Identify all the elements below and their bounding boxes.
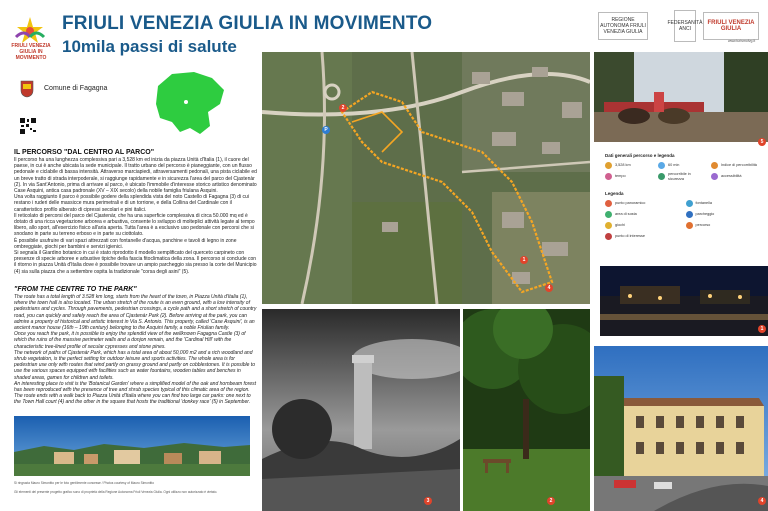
map-marker-2[interactable]: 2 [339, 104, 347, 112]
park-badge-2: 2 [547, 497, 555, 505]
section-body-en [14, 294, 258, 406]
map-marker-parking[interactable]: P [322, 126, 330, 134]
fountain-icon [686, 200, 693, 207]
legend-title: Legenda [605, 191, 624, 196]
general-item: 60 min [658, 162, 707, 169]
legend-item: parcheggio [686, 211, 761, 218]
legend-general-title: Dati generali percorso e legenda [605, 153, 675, 158]
legend-item: punto di interesse [605, 233, 680, 240]
panorama-icon [605, 200, 612, 207]
section-title-it: IL PERCORSO "DAL CENTRO AL PARCO" [14, 149, 155, 156]
castle-badge-3: 3 [424, 497, 432, 505]
photo-credit: Si ringrazia Mauro Simonitto per le foto gentilmente concesse / Photos courtesy of Mauro Simonitto [14, 481, 154, 485]
general-item: Indice di percorribilità [711, 162, 760, 169]
general-data-grid [605, 162, 760, 181]
general-item: tempo [605, 172, 654, 181]
safety-icon [658, 173, 665, 180]
aerial-route-map[interactable] [262, 52, 590, 304]
paragraph-it-4: È possibile usufruire di vari spazi attrezzati con fontanelle d'acqua, panchine e tavoli di legno in zone ombreggiate, giochi per bambini e servizi igienici. [14, 237, 237, 250]
donkey-badge-5: 5 [758, 138, 766, 146]
logo-text: FRIULI VENEZIA GIULIA IN MOVIMENTO [11, 43, 51, 61]
town-hall-photo [594, 346, 768, 511]
accessibility-icon [711, 173, 718, 180]
legend-item: area di sosta [605, 211, 680, 218]
legend-panel [605, 153, 760, 240]
legend-grid [605, 200, 760, 240]
map-marker-1[interactable]: 1 [520, 256, 528, 264]
general-item: 3,528 km [605, 162, 654, 169]
general-item: percorribile in sicurezza [658, 172, 707, 181]
paragraph-it-2: Una volta raggiunto il parco è possibile godere della splendida vista del noto Castello di Fagagna (3) di cui restano i ruderi delle massicce mura perimetrali e di un torrione, e della Collina del Cardinale con il caratteristico profilo alberato di cipressi secolari e pini italici. [14, 194, 249, 213]
difficulty-icon [711, 162, 718, 169]
page-title: FRIULI VENEZIA GIULIA IN MOVIMENTO [62, 13, 433, 34]
fvg-logo: FRIULI VENEZIA GIULIA [703, 12, 759, 40]
legend-item: punto panoramico [605, 200, 680, 207]
paragraph-it-3: Il reticolato di percorsi del parco del Cjastenàr, che ha una superficie complessiva di circa 50.000 mq ed è dotato di una ricca vegetazione arborea e arbustiva, consente lo sviluppo di molteplici attività legate al tempo libero, allo sport, all'esercizio fisico all'aria aperta. Tutta l'area è a esclusivo uso pedonale con percorsi che si snodano in parte su terreno erboso e in parte su ciottolato. [14, 212, 255, 238]
park-photo [463, 309, 590, 511]
page-subtitle: 10mila passi di salute [62, 37, 237, 56]
point-of-interest-icon [605, 233, 612, 240]
regione-logo: REGIONE AUTONOMA FRIULI VENEZIA GIULIA [598, 12, 648, 40]
footer-note: Gli elementi del presente progetto grafico sono di proprietà della Regione Autonoma Friuli Venezia Giulia. Ogni utilizzo non autorizzato è vietato. [14, 490, 218, 494]
square-badge-1: 1 [758, 325, 766, 333]
paragraph-it-5: Si segnala il Giardino botanico in cui è stato riprodotto il modello semplificato del querceto carpineto con presenze di specie arboree e arbustive tipiche della fascia fitoclimatica della zona. Il percorso si conclude con il ritorno in piazza Unità d'Italia dove è possibile trovare un ampio parcheggio sia presso la corte del Municipio (4) sia sulla piazza che a settembre ospita la tradizionale "corsa degli asini" (5). [14, 250, 257, 275]
town-view-photo [14, 416, 250, 476]
legend-item: percorso [686, 222, 761, 229]
map-marker-4[interactable]: 4 [545, 284, 553, 292]
website-text: www.turismofvg.it [728, 39, 756, 43]
rest-area-icon [605, 211, 612, 218]
distance-icon [605, 162, 612, 169]
legend-item: giochi [605, 222, 680, 229]
paragraph-en-3: The network of paths of Cjastenàr Park, which has a total area of about 50,000 m2 and a rich woodland and shrub vegetation, is the perfect setting for outdoor leisure and sports activities. The whole area is for pedestrian use only with routes that wind partly on grassy ground and partly on cobblestones. It is possible to use the various spaces equipped with facilities such as water fountains, wooden tables and benches in shaded areas, games for children and toilets. [14, 349, 255, 381]
castle-photo [262, 309, 460, 511]
federsanita-logo: FEDERSANITÀ ANCI [674, 10, 696, 42]
town-hall-badge-4: 4 [758, 497, 766, 505]
time-icon [658, 162, 665, 169]
playground-icon [605, 222, 612, 229]
section-body-it [14, 157, 258, 275]
fagagna-crest-icon [20, 80, 34, 98]
night-square-photo [600, 266, 768, 336]
municipality-name: Comune di Fagagna [44, 85, 108, 92]
section-title-en: "FROM THE CENTRE TO THE PARK" [14, 286, 137, 293]
paragraph-it-1: Il percorso ha una lunghezza complessiva pari a 3,528 km ed inizia da piazza Unità d'Italia (1), il cuore del paese, in cui è anche ubicata la sede municipale. Il tratto urbano del percorso è pianeggiante, con un flusso pedonale e ciclabile di bassa intensità. Attraverso marciapiedi, attraversamenti pedonali, una pista ciclabile ed un breve tratto di strada interpoderale, si raggiunge rapidamente e in sicurezza l'area del parco del Cjastenàr (2). In via Sant'Antonio, prima di arrivare al parco, è ubicato l'immobile d'interesse storico artistico denominato Case Asquini, antica casa padronale (XV – XIX secolo) della nobile famiglia friulana Asquini. [14, 157, 257, 195]
route-icon [686, 222, 693, 229]
region-map-icon [150, 68, 230, 138]
paragraph-en-1: The route has a total length of 3.528 km long, starts from the heart of the town, in Piazza Unità d'Italia (1), where the town hall is also located. The urban stretch of the route is an even ground, with a low intensity of pedestrians and cycles. Through pavements, pedestrian crossings, a cycle path and a short stretch of country road, you can quickly and safely reach the area of Cjastenàr Park (2). Before arriving at the park, you can admire a property of historical and artistic interest in Via S. Antonio. This property, called 'Case Asquini', is an ancient manor house (16th – 19th century) belonging to the Asquini family, a noble Friulian family. [14, 294, 257, 332]
donkey-race-photo [594, 52, 768, 142]
legend-item: fontanella [686, 200, 761, 207]
paragraph-en-4: An interesting place to visit is the 'Botanical Garden' where a simplified model of the oak and hornbeam forest has been reproduced with the presence of tree and shrub species typical of this climatic area of the region. The route ends with a walk back to Piazza Unità d'Italia where you can find two large car parks: one next to the Town Hall court (4) and the other in the square that hosts the traditional 'donkey race' (5) in September. [14, 380, 257, 406]
paragraph-en-2: Once you reach the park, it is possible to enjoy the splendid view of the wellknown Fagagna Castle (3) of which the ruins of the massive perimeter walls and a donjon remain, and the 'Cardinal Hill' with the characteristic tree-lined profile of secular cypresses and stone pines. [14, 331, 246, 350]
general-item: accessibilità [711, 172, 760, 181]
parking-icon [686, 211, 693, 218]
qr-code-icon[interactable] [20, 118, 36, 134]
clock-icon [605, 173, 612, 180]
